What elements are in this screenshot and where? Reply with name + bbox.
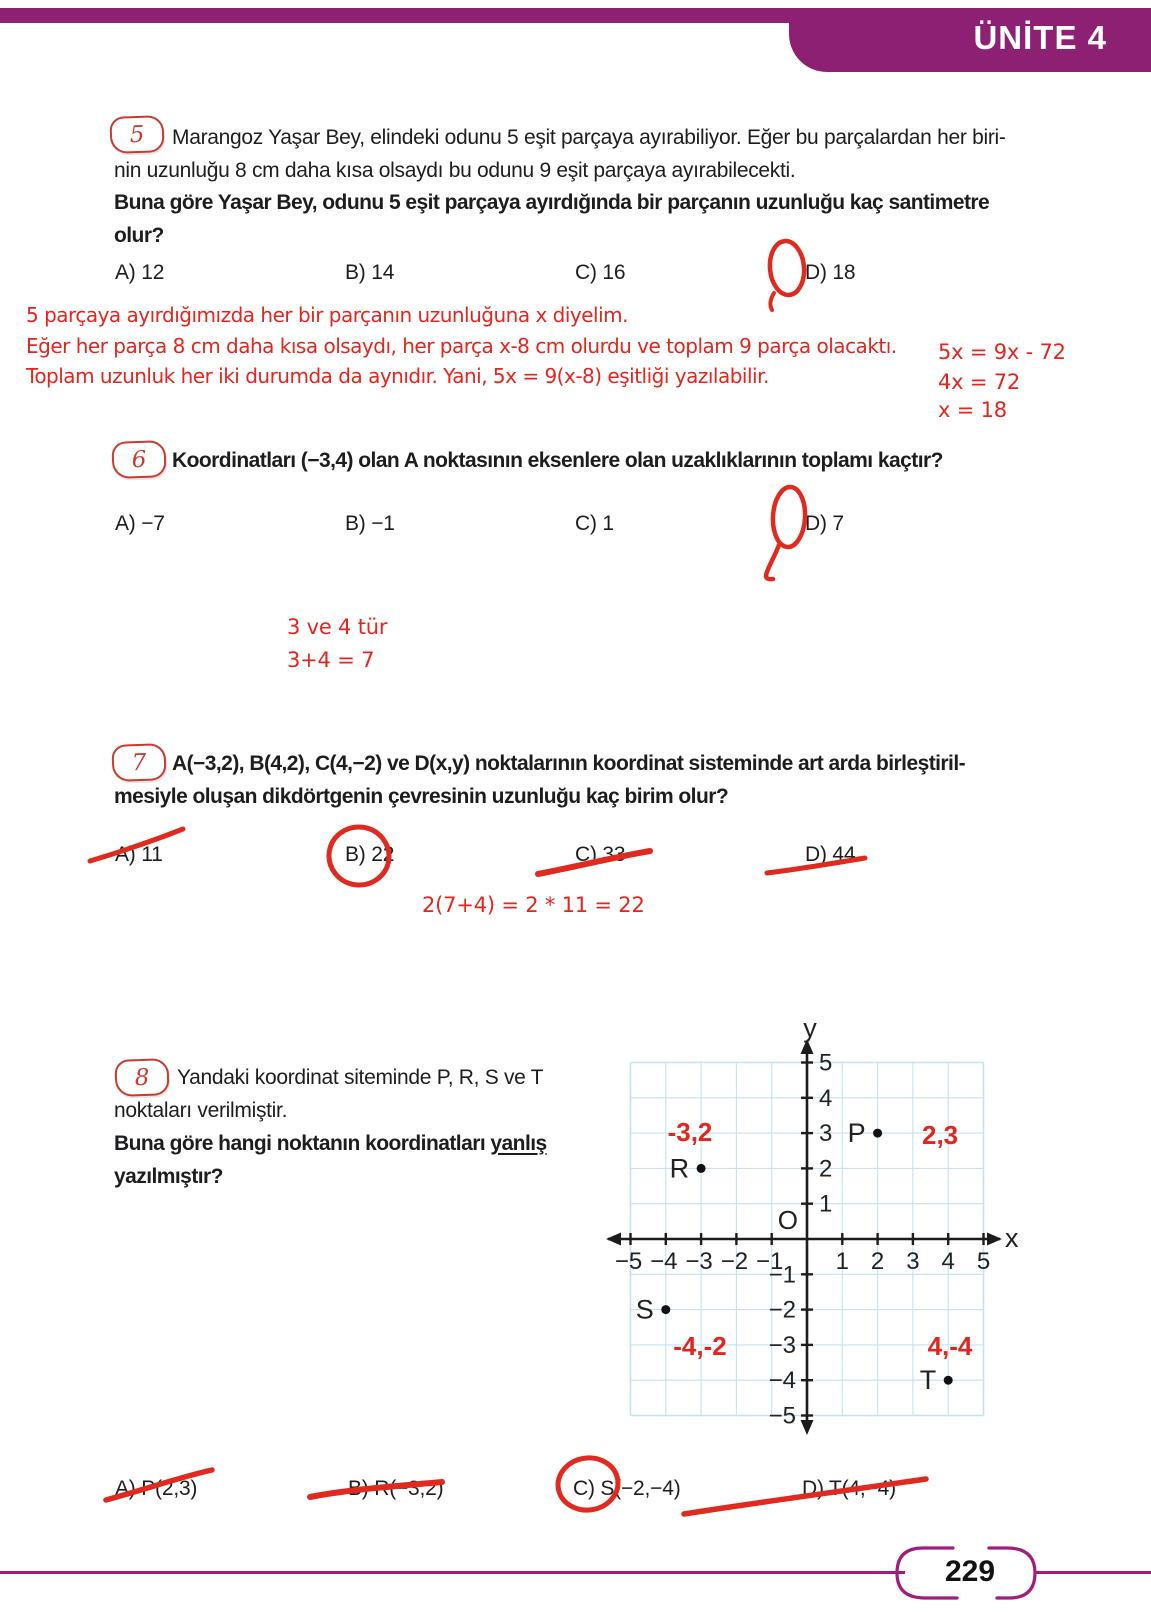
q5-option-d: D) 18 — [805, 261, 856, 284]
svg-text:x: x — [1005, 1223, 1019, 1253]
svg-text:2: 2 — [819, 1155, 833, 1183]
svg-text:−4: −4 — [768, 1367, 796, 1395]
svg-text:5: 5 — [819, 1049, 833, 1077]
unit-label: ÜNİTE 4 — [973, 19, 1107, 56]
q6-text: Koordinatları (−3,4) olan A noktasının eksenlere olan uzaklıklarının toplamı kaçtır? — [172, 449, 943, 472]
svg-text:−5: −5 — [614, 1248, 643, 1275]
mark-q5-option-d-circle — [768, 240, 807, 297]
q5-option-c: C) 16 — [575, 261, 626, 284]
svg-text:−3: −3 — [768, 1331, 796, 1359]
svg-text:3: 3 — [819, 1120, 833, 1148]
q5-solution-line1: 5 parçaya ayırdığımızda her bir parçanın uzunluğuna x diyelim. — [26, 303, 628, 327]
question-8-number: 8 — [134, 1064, 150, 1091]
q7-option-b: B) 22 — [345, 843, 395, 866]
svg-text:−1: −1 — [768, 1261, 796, 1289]
coordinate-plane — [580, 975, 1030, 1450]
svg-text:−1: −1 — [756, 1248, 784, 1275]
q7-text-line1: A(−3,2), B(4,2), C(4,−2) ve D(x,y) noktalarının koordinat sisteminde art arda birleştiril- — [172, 752, 966, 775]
q8-option-a: A) P(2,3) — [115, 1477, 198, 1500]
unit-tab — [789, 8, 1151, 72]
q8-bold-underlined-word: yanlış — [490, 1132, 547, 1155]
q8-text-line2: noktaları verilmiştir. — [114, 1099, 288, 1122]
q5-question-bold1: Buna göre Yaşar Bey, odunu 5 eşit parçaya ayırdığında bir parçanın uzunluğu kaç santimetre — [114, 191, 990, 214]
svg-text:-4,-2: -4,-2 — [673, 1331, 727, 1361]
q6-work-line1: 3 ve 4 tür — [287, 615, 388, 639]
q6-work-line2: 3+4 = 7 — [287, 648, 375, 672]
svg-text:2,3: 2,3 — [922, 1120, 959, 1150]
svg-text:4: 4 — [819, 1084, 833, 1112]
q5-question-bold2: olur? — [114, 224, 164, 247]
svg-text:2: 2 — [870, 1248, 885, 1275]
q8-bold-prefix: Buna göre hangi noktanın koordinatları — [114, 1132, 491, 1155]
svg-text:1: 1 — [835, 1248, 849, 1275]
q8-option-b: B) R(−3,2) — [348, 1477, 444, 1500]
svg-text:P: P — [847, 1118, 866, 1149]
svg-text:−5: −5 — [768, 1402, 796, 1430]
q5-solution-line3: Toplam uzunluk her iki durumda da aynıdır. Yani, 5x = 9(x-8) eşitliği yazılabilir. — [26, 364, 769, 388]
svg-text:−2: −2 — [768, 1296, 796, 1324]
question-6-number: 6 — [131, 446, 147, 473]
mark-q6-option-d-circle — [771, 486, 806, 548]
svg-text:−4: −4 — [650, 1248, 678, 1275]
q7-option-c: C) 33 — [575, 843, 626, 866]
svg-text:O: O — [777, 1205, 798, 1235]
svg-text:S: S — [635, 1294, 654, 1325]
q8-question-bold2: yazılmıştır? — [114, 1165, 223, 1188]
svg-text:5: 5 — [976, 1248, 991, 1275]
q5-solution-line2: Eğer her parça 8 cm daha kısa olsaydı, her parça x-8 cm olurdu ve toplam 9 parça olacaktı. — [26, 334, 897, 358]
question-5-number: 5 — [129, 121, 145, 148]
q6-option-c: C) 1 — [575, 512, 614, 535]
svg-text:-3,2: -3,2 — [667, 1117, 713, 1147]
mark-q6-option-d-tail — [766, 545, 779, 579]
q5-option-a: A) 12 — [115, 261, 165, 284]
question-8-badge — [114, 1058, 169, 1097]
svg-text:−2: −2 — [720, 1248, 749, 1275]
svg-text:R: R — [669, 1153, 690, 1184]
question-6-badge — [111, 440, 166, 479]
svg-text:1: 1 — [819, 1190, 833, 1218]
svg-text:−3: −3 — [685, 1248, 713, 1275]
q8-question-bold — [114, 1132, 547, 1156]
q8-option-c: C) S(−2,−4) — [573, 1477, 681, 1500]
q7-text-line2: mesiyle oluşan dikdörtgenin çevresinin uzunluğu kaç birim olur? — [114, 785, 729, 808]
q6-option-d: D) 7 — [805, 512, 844, 535]
q5-side-work-3: x = 18 — [938, 398, 1007, 422]
svg-text:3: 3 — [906, 1248, 920, 1275]
q7-option-d: D) 44 — [805, 843, 856, 866]
q5-side-work-1: 5x = 9x - 72 — [938, 340, 1066, 364]
q6-option-b: B) −1 — [345, 512, 395, 535]
q7-work: 2(7+4) = 2 * 11 = 22 — [422, 893, 645, 917]
q5-text-line2: nin uzunluğu 8 cm daha kısa olsaydı bu odunu 9 eşit parçaya ayırabilecekti. — [114, 159, 796, 182]
svg-text:4,-4: 4,-4 — [927, 1331, 973, 1361]
svg-text:T: T — [919, 1365, 937, 1396]
question-5-badge — [109, 115, 164, 154]
question-7-badge — [111, 743, 166, 782]
svg-text:4: 4 — [941, 1248, 955, 1275]
q6-option-a: A) −7 — [115, 512, 165, 535]
q5-side-work-2: 4x = 72 — [938, 370, 1021, 394]
q5-text-line1: Marangoz Yaşar Bey, elindeki odunu 5 eşit parçaya ayırabiliyor. Eğer bu parçalardan her biri- — [172, 126, 1006, 149]
mark-q5-option-d-tail — [770, 293, 774, 310]
page-number: 229 — [944, 1555, 996, 1588]
q8-option-d: D) T(4,−4) — [802, 1477, 896, 1500]
q5-option-b: B) 14 — [345, 261, 395, 284]
svg-text:y: y — [803, 1013, 817, 1043]
footer-line-left — [0, 1571, 905, 1574]
question-7-number: 7 — [131, 749, 147, 776]
q8-text-line1: Yandaki koordinat siteminde P, R, S ve T — [177, 1066, 544, 1089]
q7-option-a: A) 11 — [115, 843, 163, 866]
